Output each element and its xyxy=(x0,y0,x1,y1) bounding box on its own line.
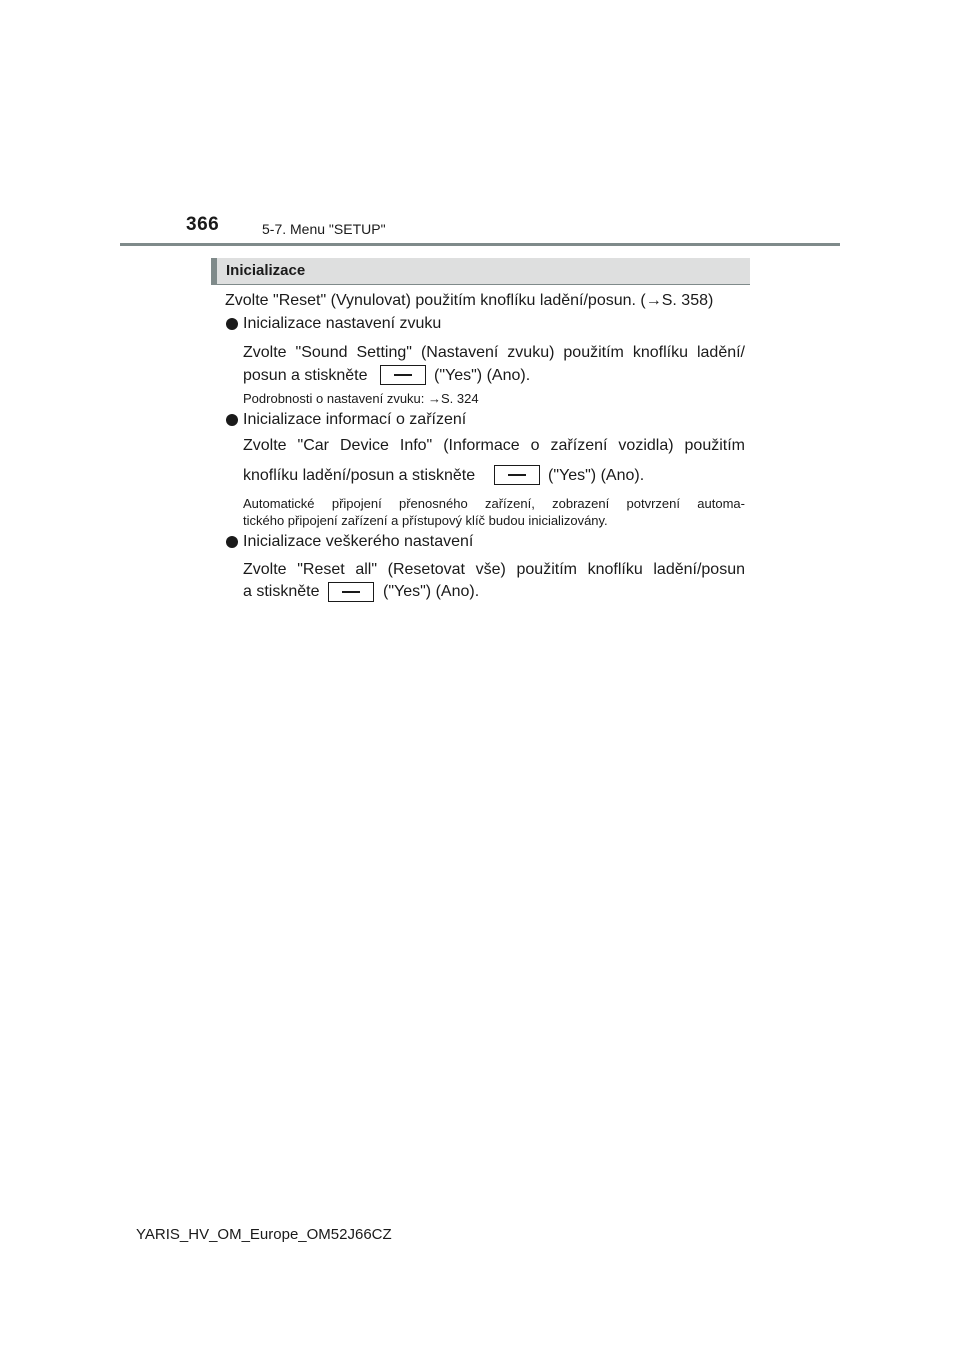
bullet-label: Inicializace nastavení zvuku xyxy=(243,315,442,332)
subsection-heading xyxy=(211,258,750,284)
footer-doc-id: YARIS_HV_OM_Europe_OM52J66CZ xyxy=(136,1226,392,1243)
subsection-title: Inicializace xyxy=(226,262,306,279)
item-note: tického připojení zařízení a přístupový klíč budou inicializovány. xyxy=(243,513,608,528)
page-number: 366 xyxy=(186,214,220,235)
key-button-icon xyxy=(380,365,426,385)
bullet-icon xyxy=(226,414,238,426)
bullet-label: Inicializace informací o zařízení xyxy=(243,411,467,428)
subsection-rule xyxy=(211,284,750,285)
item-text-line: ("Yes") (Ano). xyxy=(434,367,531,384)
section-title: 5-7. Menu "SETUP" xyxy=(262,221,386,237)
bullet-icon xyxy=(226,536,238,548)
bullet-icon xyxy=(226,318,238,330)
item-text-line: Zvolte "Reset all" (Resetovat vše) použitím knoflíku ladění/posun xyxy=(243,561,745,578)
item-note: Podrobnosti o nastavení zvuku: →S. 324 xyxy=(243,391,479,406)
item-text-line: ("Yes") (Ano). xyxy=(548,467,645,484)
item-note: Automatické připojení přenosného zařízení, zobrazení potvrzení automa- xyxy=(243,496,745,511)
item-text-line: Zvolte "Sound Setting" (Nastavení zvuku) použitím knoflíku ladění/ xyxy=(243,344,745,361)
item-text-line: ("Yes") (Ano). xyxy=(383,583,480,600)
item-text-line: posun a stiskněte xyxy=(243,367,368,384)
key-button-icon xyxy=(494,465,540,485)
header-rule xyxy=(120,243,840,246)
key-button-icon xyxy=(328,582,374,602)
item-text-line: knoflíku ladění/posun a stiskněte xyxy=(243,467,476,484)
item-text-line: a stiskněte xyxy=(243,583,320,600)
intro-text: Zvolte "Reset" (Vynulovat) použitím knoflíku ladění/posun. (→S. 358) xyxy=(225,292,714,309)
item-text-line: Zvolte "Car Device Info" (Informace o zařízení vozidla) použitím xyxy=(243,437,745,454)
bullet-label: Inicializace veškerého nastavení xyxy=(243,533,474,550)
